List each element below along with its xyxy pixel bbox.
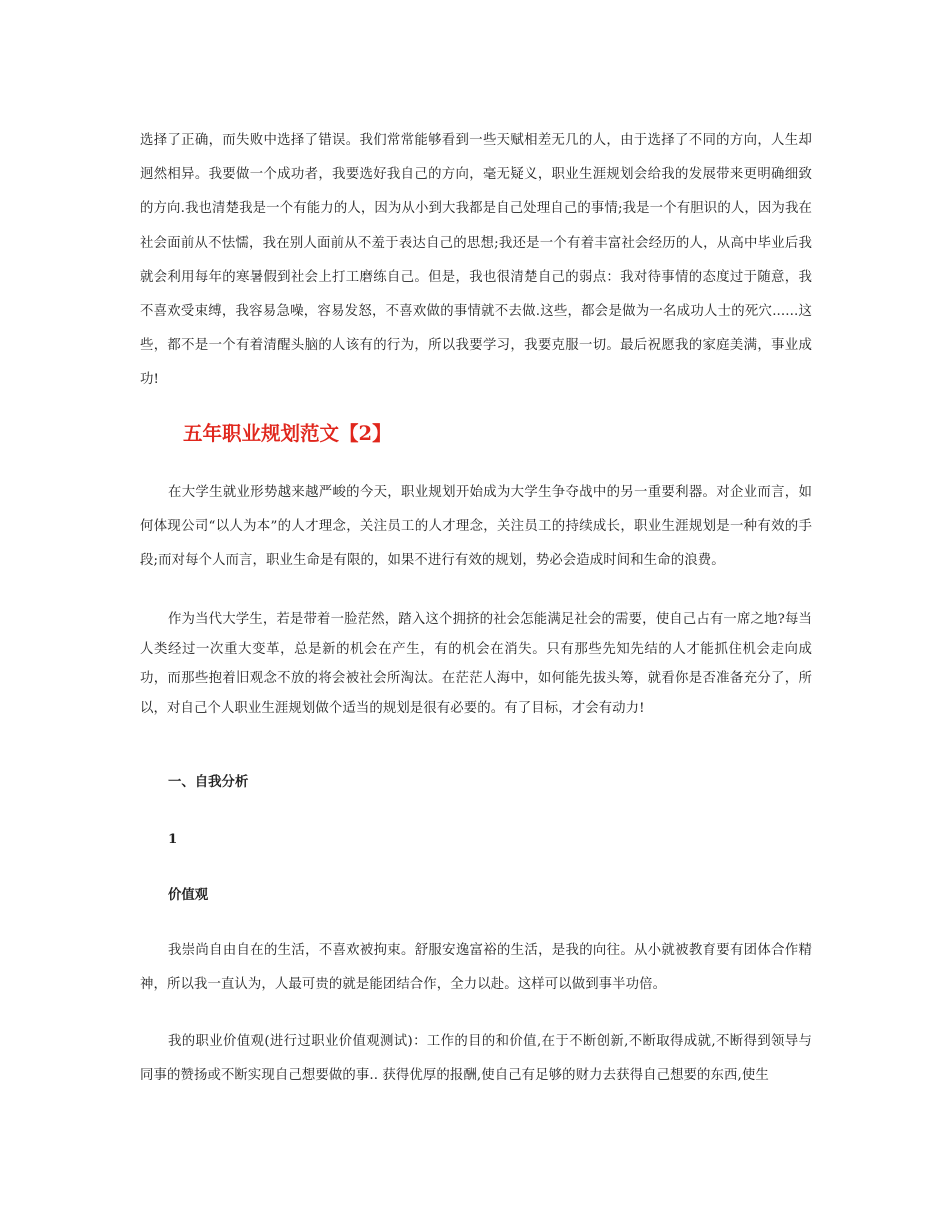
- section-heading: 五年职业规划范文【2】: [183, 422, 392, 445]
- paragraph-contemporary-students: 作为当代大学生，若是带着一脸茫然，踏入这个拥挤的社会怎能满足社会的需要，使自己占有一席之地?每当人类经过一次重大变革，总是新的机会在产生，有的机会在消失。只有那些先知先结的人才能抓住机会走向成功，而那些抱着旧观念不放的将会被社会所淘汰。在茫茫人海中，如何能先拔头筹，就看你是否准备充分了，所以，对自己个人职业生涯规划做个适当的规划是很有必要的。有了目标，才会有动力!: [140, 612, 812, 716]
- paragraph-career-values: 我的职业价值观(进行过职业价值观测试)：工作的目的和价值,在于不断创新,不断取得成就,不断得到领导与同事的赞扬或不断实现自己想要做的事.. 获得优厚的报酬,使自己有足够的财力去获得自己想要的东西,使生: [140, 1034, 812, 1084]
- paragraph-lifestyle-values: 我崇尚自由自在的生活，不喜欢被拘束。舒服安逸富裕的生活，是我的向往。从小就被教育要有团体合作精神，所以我一直认为，人最可贵的就是能团结合作，全力以赴。这样可以做到事半功倍。: [140, 943, 812, 993]
- paragraph-career-choice: 选择了正确，而失败中选择了错误。我们常常能够看到一些天赋相差无几的人，由于选择了不同的方向，人生却迥然相异。我要做一个成功者，我要选好我自己的方向，毫无疑义，职业生涯规划会给我的发展带来更明确细致的方向.我也清楚我是一个有能力的人，因为从小到大我都是自己处理自己的事情;我是一个有胆识的人，因为我在社会面前从不怯懦，我在别人面前从不羞于表达自己的思想;我还是一个有着丰富社会经历的人，从高中毕业后我就会利用每年的寒暑假到社会上打工磨练自己。但是，我也很清楚自己的弱点：我对待事情的态度过于随意，我不喜欢受束缚，我容易急噪，容易发怒，不喜欢做的事情就不去做.这些，都会是做为一名成功人士的死穴......这些，都不是一个有着清醒头脑的人该有的行为，所以我要学习，我要克服一切。最后祝愿我的家庭美满，事业成功!: [140, 133, 812, 388]
- paragraph-employment-situation: 在大学生就业形势越来越严峻的今天，职业规划开始成为大学生争夺战中的另一重要利器。对企业而言，如何体现公司“以人为本”的人才理念，关注员工的人才理念，关注员工的持续成长，职业生涯规划是一种有效的手段;而对每个人而言，职业生命是有限的，如果不进行有效的规划，势必会造成时间和生命的浪费。: [140, 485, 812, 569]
- section-title-self-analysis: 一、自我分析: [168, 774, 249, 790]
- section-number: 1: [168, 831, 178, 847]
- subsection-title-values: 价值观: [168, 887, 209, 903]
